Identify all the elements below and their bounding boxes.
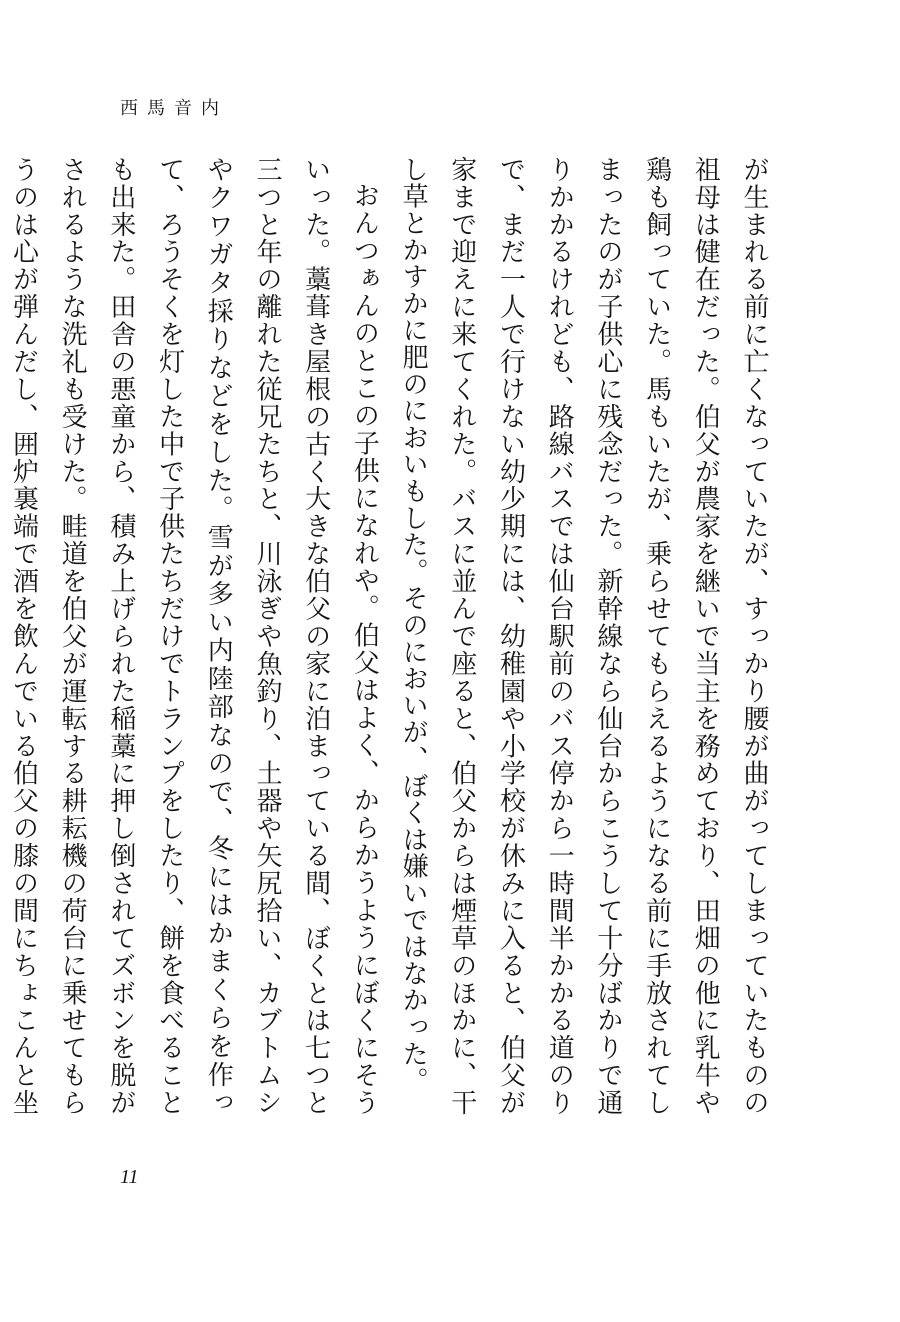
running-head: 西馬音内 [120,98,228,119]
paragraph-text-tail: た。そのにおいが、ぼくは嫌いではなかった。 [398,531,429,1095]
paragraph: おんつぁんのとこの子供になれや。伯父はよく、からかうようにぼくにそういった。藁葺き屋根の古く大きな伯父の家に泊まっている間、ぼくとは七つと三つと年の離れた従兄たちと、川泳ぎや魚釣り、土器や矢尻拾い、カブトムシやクワガタ採りなどをした。雪が多い内陸部なので、冬にはかまくらを作って、ろうそくを灯した中で子供たちだけでトランプをしたり、餅を食べることも出来た。田舎の悪童から、積み上げられた稲藁に押し倒されてズボンを脱がされるような洗礼も受けた。畦道を伯父が運転する耕耘機の荷台に乗せてもらうのは心が弾んだし、囲炉裏端で酒を飲んでいる伯父の膝の間にちょこんと坐 [8,156,380,1116]
page-number: 11 [120,1166,139,1188]
paragraph-text-lead: が生まれる前に亡くなっていたが、すっかり腰が曲がってしまっていたものの祖母は健在だった。伯父が農家を継いで当主を務めており、田畑の他に乳牛や鶏も飼っていた。馬もいたが、乗らせてもらえるようになる前に手放されてしまったのが子供心に残念だった。新幹線なら仙台からこうして十分ばかりで通りかかるけれども、路線バスでは仙台駅前のバス停から一時間半かかる道のりで、まだ一人で行けない幼少期には、幼稚園や小学校が休みに入ると、伯父が家まで迎えに来てくれた。バスに並んで座ると、伯父からは煙草のほかに、干し草とかすかに肥のにおいもし [398,156,769,1116]
paragraph-continued [388,156,778,1116]
body-text [8,156,778,1116]
